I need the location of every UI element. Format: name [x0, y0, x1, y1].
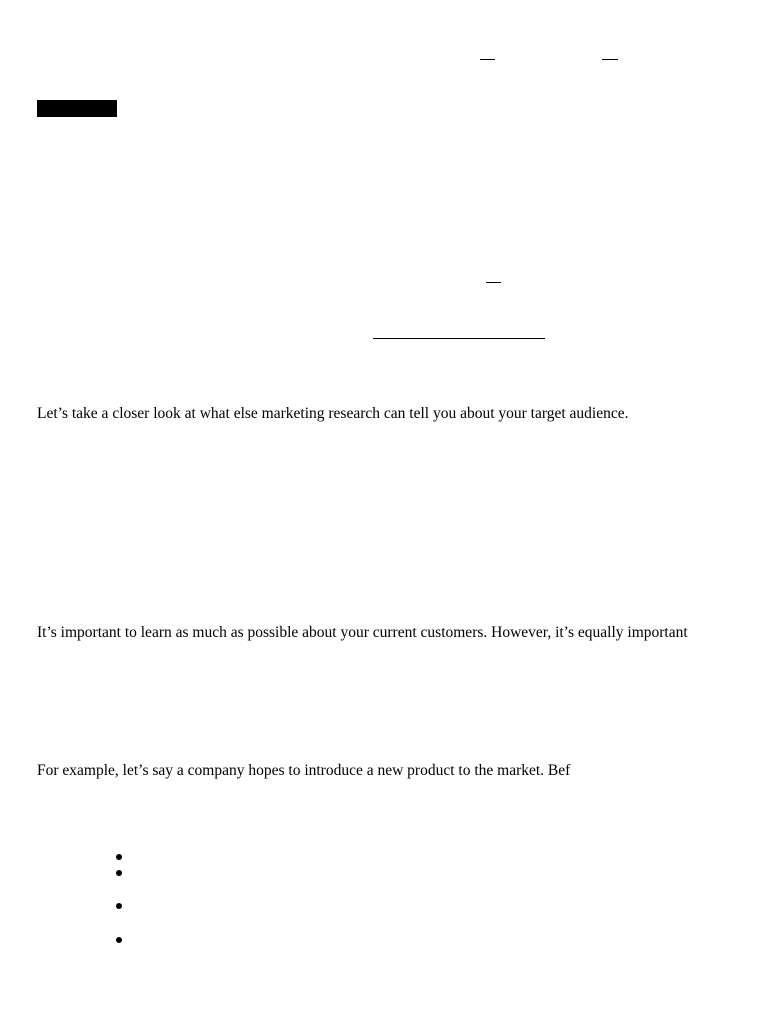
dash-mark-1: [480, 59, 495, 60]
paragraph-current-customers: It’s important to learn as much as possible about your current customers. However, it’s equally important: [37, 624, 688, 641]
list-item-bullet: [116, 937, 122, 943]
paragraph-target-audience: Let’s take a closer look at what else marketing research can tell you about your target audience.: [37, 405, 629, 422]
list-item-bullet: [116, 903, 122, 909]
list-item-bullet: [116, 870, 122, 876]
list-item-bullet: [116, 854, 122, 860]
dash-mark-3: [486, 282, 501, 283]
redaction-bar: [37, 100, 117, 117]
paragraph-example: For example, let’s say a company hopes to introduce a new product to the market. Bef: [37, 762, 571, 779]
underline-rule: [373, 338, 545, 339]
dash-mark-2: [602, 59, 618, 60]
